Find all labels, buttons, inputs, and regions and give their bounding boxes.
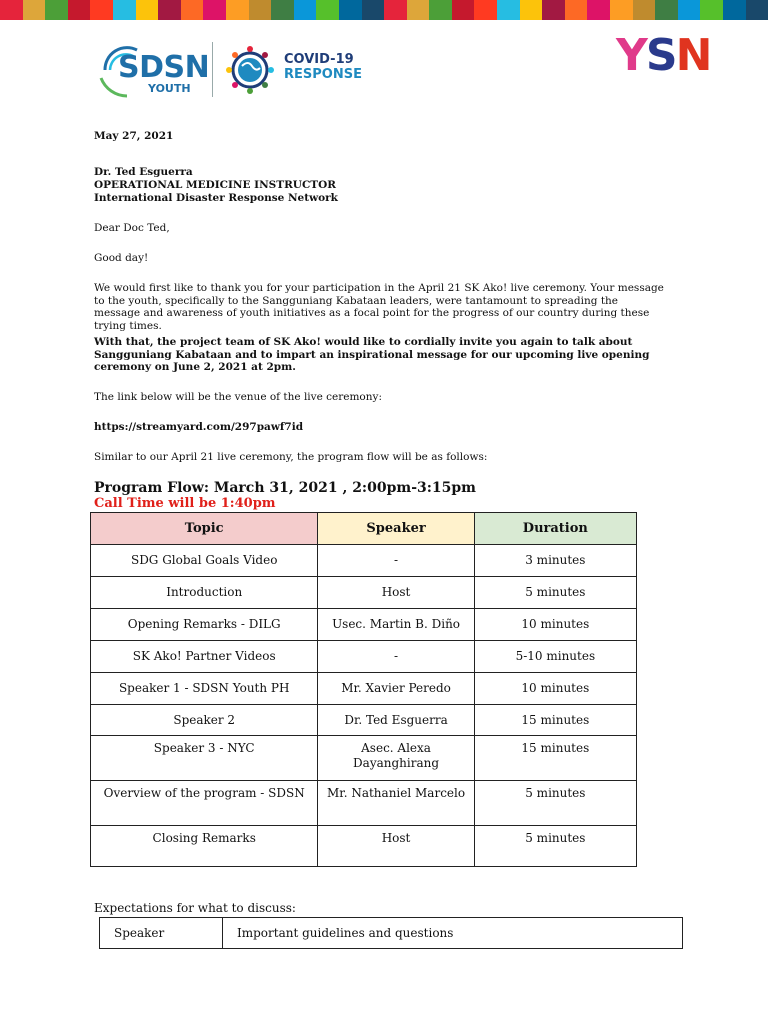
stripe-segment	[203, 0, 226, 20]
cell-topic: Closing Remarks	[91, 826, 318, 867]
stripe-segment	[0, 0, 23, 20]
streamyard-link[interactable]: https://streamyard.com/297pawf7id	[94, 421, 304, 433]
expectations-title: Expectations for what to discuss:	[94, 901, 296, 915]
call-time-notice: Call Time will be 1:40pm	[94, 496, 276, 511]
cell-topic: Overview of the program - SDSN	[91, 781, 318, 826]
ysn-s: S	[645, 30, 676, 81]
paragraph-thanks: We would first like to thank you for your participation in the April 21 SK Ako! live ceremony. Your message to the youth, specifically to the Sangguniang Kabataan leaders, were tantamount to spreading the message and awareness of youth initiatives as a focal point for the progress of our country during these trying times.	[94, 282, 664, 332]
recipient-org: International Disaster Response Network	[94, 192, 338, 204]
table-row	[91, 826, 637, 867]
cell-duration: 15 minutes	[474, 736, 636, 781]
stripe-segment	[565, 0, 588, 20]
response-line: RESPONSE	[284, 67, 362, 82]
cell-duration: 15 minutes	[474, 705, 636, 736]
covid-line: COVID-19	[284, 52, 354, 67]
stripe-segment	[158, 0, 181, 20]
ysn-y: Y	[616, 30, 646, 81]
table-row	[91, 545, 637, 577]
recipient-name: Dr. Ted Esguerra	[94, 166, 193, 178]
stripe-segment	[723, 0, 746, 20]
stripe-segment	[429, 0, 452, 20]
cell-duration: 10 minutes	[474, 673, 636, 705]
cell-topic: Opening Remarks - DILG	[91, 609, 318, 641]
stripe-segment	[746, 0, 768, 20]
table-row	[91, 736, 637, 781]
cell-speaker: Dr. Ted Esguerra	[318, 705, 474, 736]
cell-topic: Speaker 2	[91, 705, 318, 736]
cell-duration: 5 minutes	[474, 826, 636, 867]
cell-topic: Speaker 3 - NYC	[91, 736, 318, 781]
stripe-segment	[610, 0, 633, 20]
stripe-segment	[700, 0, 723, 20]
stripe-segment	[452, 0, 475, 20]
stripe-segment	[520, 0, 543, 20]
expectations-table	[99, 917, 683, 949]
stripe-segment	[655, 0, 678, 20]
program-table-header	[91, 513, 637, 545]
stripe-segment	[316, 0, 339, 20]
table-row	[91, 577, 637, 609]
stripe-segment	[249, 0, 272, 20]
paragraph-invitation: With that, the project team of SK Ako! would like to cordially invite you again to talk about Sangguniang Kabataan and to impart an inspirational message for our upcoming live opening ceremony on June 2, 2021 at 2pm.	[94, 336, 650, 373]
ysn-logo	[616, 30, 710, 81]
sdg-color-stripe	[0, 0, 768, 20]
sdsn-logo-text: SDSN	[118, 50, 210, 85]
stripe-segment	[587, 0, 610, 20]
cell-speaker: Usec. Martin B. Diño	[318, 609, 474, 641]
table-row	[91, 781, 637, 826]
paragraph-link-intro: The link below will be the venue of the live ceremony:	[94, 391, 382, 403]
logo-divider	[212, 42, 213, 97]
stripe-segment	[294, 0, 317, 20]
cell-topic: Introduction	[91, 577, 318, 609]
stripe-segment	[136, 0, 159, 20]
program-flow-heading: Program Flow: March 31, 2021 , 2:00pm-3:15pm	[94, 480, 476, 496]
expectations-col-guidelines: Important guidelines and questions	[223, 918, 683, 949]
cell-topic: Speaker 1 - SDSN Youth PH	[91, 673, 318, 705]
recipient-title: OPERATIONAL MEDICINE INSTRUCTOR	[94, 179, 336, 191]
cell-speaker: Host	[318, 577, 474, 609]
cell-duration: 5 minutes	[474, 577, 636, 609]
stripe-segment	[45, 0, 68, 20]
stripe-segment	[497, 0, 520, 20]
stripe-segment	[678, 0, 701, 20]
paragraph-program-intro: Similar to our April 21 live ceremony, the program flow will be as follows:	[94, 451, 488, 463]
letter-date: May 27, 2021	[94, 130, 174, 142]
stripe-segment	[474, 0, 497, 20]
cell-duration: 5 minutes	[474, 781, 636, 826]
stripe-segment	[633, 0, 656, 20]
stripe-segment	[226, 0, 249, 20]
salutation: Dear Doc Ted,	[94, 222, 170, 234]
cell-speaker: -	[318, 641, 474, 673]
cell-speaker: -	[318, 545, 474, 577]
table-row	[91, 641, 637, 673]
cell-topic: SDG Global Goals Video	[91, 545, 318, 577]
cell-topic: SK Ako! Partner Videos	[91, 641, 318, 673]
stripe-segment	[181, 0, 204, 20]
cell-duration: 3 minutes	[474, 545, 636, 577]
greeting: Good day!	[94, 252, 149, 264]
stripe-segment	[68, 0, 91, 20]
program-table	[90, 512, 637, 867]
cell-duration: 10 minutes	[474, 609, 636, 641]
stripe-segment	[271, 0, 294, 20]
table-row	[100, 918, 683, 949]
cell-speaker: Mr. Nathaniel Marcelo	[318, 781, 474, 826]
covid-response-logo-text	[284, 52, 362, 82]
header-speaker: Speaker	[318, 513, 474, 545]
stripe-segment	[113, 0, 136, 20]
header-duration: Duration	[474, 513, 636, 545]
covid-globe-icon	[224, 44, 276, 96]
stripe-segment	[362, 0, 385, 20]
stripe-segment	[339, 0, 362, 20]
stripe-segment	[90, 0, 113, 20]
stripe-segment	[384, 0, 407, 20]
stripe-segment	[23, 0, 46, 20]
expectations-col-speaker: Speaker	[100, 918, 223, 949]
ysn-n: N	[675, 30, 711, 81]
cell-duration: 5-10 minutes	[474, 641, 636, 673]
table-row	[91, 673, 637, 705]
table-row	[91, 705, 637, 736]
stripe-segment	[407, 0, 430, 20]
table-row	[91, 609, 637, 641]
stripe-segment	[542, 0, 565, 20]
cell-speaker: Host	[318, 826, 474, 867]
header-topic: Topic	[91, 513, 318, 545]
cell-speaker: Mr. Xavier Peredo	[318, 673, 474, 705]
sdsn-youth-text: YOUTH	[148, 82, 191, 95]
cell-speaker: Asec. Alexa Dayanghirang	[318, 736, 474, 781]
